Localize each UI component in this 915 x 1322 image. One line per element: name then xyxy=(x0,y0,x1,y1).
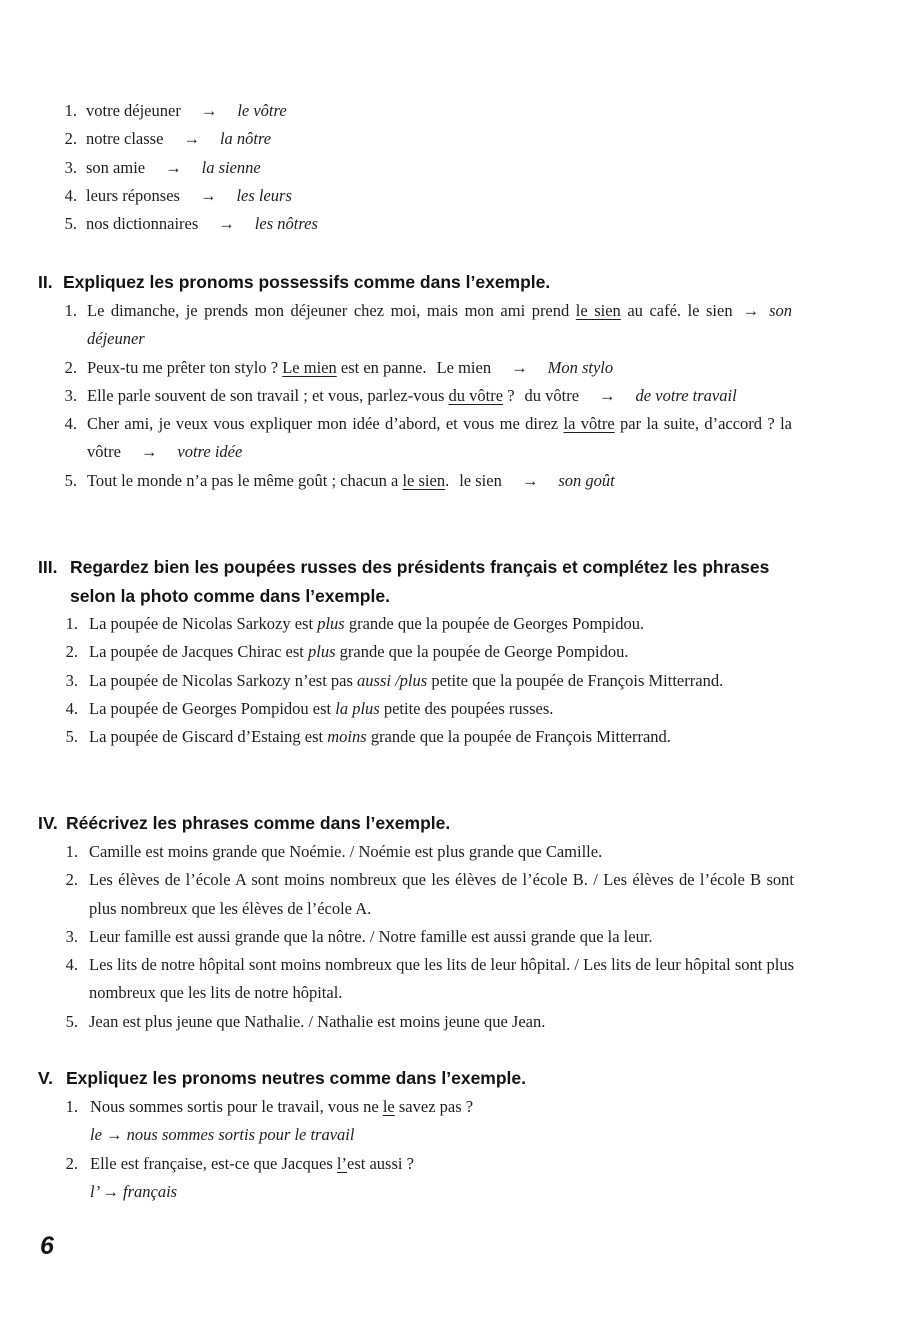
list-item: 3. Leur famille est aussi grande que la nôtre. / Notre famille est aussi grande que la leur. xyxy=(65,926,653,946)
list-item: 5. Jean est plus jeune que Nathalie. / Nathalie est moins jeune que Jean. xyxy=(65,1011,546,1031)
exercise-list-iv xyxy=(0,838,915,1036)
section-heading-iv: IV. Réécrivez les phrases comme dans l’exemple. xyxy=(38,813,451,833)
list-item: 3. La poupée de Nicolas Sarkozy n’est pas aussi /plus petite que la poupée de François Mitterrand. xyxy=(65,670,724,690)
arrow-icon: → xyxy=(218,214,235,234)
list-item: 1. Nous sommes sortis pour le travail, vous ne le savez pas ? le → nous sommes sortis pour le travail xyxy=(65,1097,474,1145)
arrow-icon: → xyxy=(599,385,616,405)
list-item: 1. La poupée de Nicolas Sarkozy est plus grande que la poupée de Georges Pompidou. xyxy=(65,614,645,633)
arrow-icon: → xyxy=(511,357,528,377)
section-heading-ii: II. Expliquez les pronoms possessifs comme dans l’exemple. xyxy=(38,272,551,292)
list-item: 2. Les élèves de l’école A sont moins nombreux que les élèves de l’école B. / Les élèves de l’école B sont plus nombreux que les élèves de l’école A. xyxy=(65,870,794,918)
list-item: 4. La poupée de Georges Pompidou est la plus petite des poupées russes. xyxy=(65,698,554,718)
list-item: 5. La poupée de Giscard d’Estaing est moins grande que la poupée de François Mitterrand. xyxy=(65,727,671,747)
arrow-icon: → xyxy=(199,185,217,205)
list-item: 2. La poupée de Jacques Chirac est plus grande que la poupée de George Pompidou. xyxy=(65,642,629,662)
exercise-list-ii xyxy=(0,297,915,495)
list-item: 2. notre classe → la nôtre xyxy=(64,129,272,149)
arrow-icon: → xyxy=(106,1125,123,1145)
arrow-icon: → xyxy=(200,101,218,120)
list-item: 1. Le dimanche, je prends mon déjeuner chez moi, mais mon ami prend le sien au café. le sien → son déjeuner xyxy=(64,301,792,349)
list-item: 2. Elle est française, est-ce que Jacques l’est aussi ? l’ → français xyxy=(65,1153,414,1201)
list-item: 1. Camille est moins grande que Noémie. / Noémie est plus grande que Camille. xyxy=(65,842,603,861)
arrow-icon: → xyxy=(183,129,200,149)
list-item: 3. Elle parle souvent de son travail ; et vous, parlez-vous du vôtre ? du vôtre → de votre travail xyxy=(64,385,737,405)
exercise-list-v xyxy=(0,1093,915,1206)
arrow-icon: → xyxy=(102,1181,119,1201)
answer-list-part1 xyxy=(0,97,915,238)
list-item: 4. leurs réponses → les leurs xyxy=(64,185,292,205)
page-number: 6 xyxy=(40,1232,54,1260)
arrow-icon: → xyxy=(742,301,760,320)
list-item: 2. Peux-tu me prêter ton stylo ? Le mien est en panne. Le mien → Mon stylo xyxy=(64,357,614,377)
list-item: 3. son amie → la sienne xyxy=(64,157,261,177)
list-item: 4. Les lits de notre hôpital sont moins nombreux que les lits de leur hôpital. / Les lits de leur hôpital sont plus nombreux que les lits de notre hôpital. xyxy=(65,955,794,1003)
arrow-icon: → xyxy=(521,470,539,490)
arrow-icon: → xyxy=(140,442,158,462)
list-item: 5. Tout le monde n’a pas le même goût ; chacun a le sien. le sien → son goût xyxy=(64,470,615,490)
arrow-icon: → xyxy=(165,157,182,177)
exercise-list-iii xyxy=(0,610,915,751)
list-item: 1. votre déjeuner → le vôtre xyxy=(64,101,287,120)
section-heading-iii: III. Regardez bien les poupées russes des présidents français et complétez les phrases selon la photo comme dans l’exemple. xyxy=(38,557,770,606)
list-item: 4. Cher ami, je veux vous expliquer mon idée d’abord, et vous me direz la vôtre par la suite, d’accord ? la vôtre → votre idée xyxy=(64,414,793,462)
section-heading-v: V. Expliquez les pronoms neutres comme dans l’exemple. xyxy=(38,1068,527,1088)
list-item: 5. nos dictionnaires → les nôtres xyxy=(64,214,318,234)
